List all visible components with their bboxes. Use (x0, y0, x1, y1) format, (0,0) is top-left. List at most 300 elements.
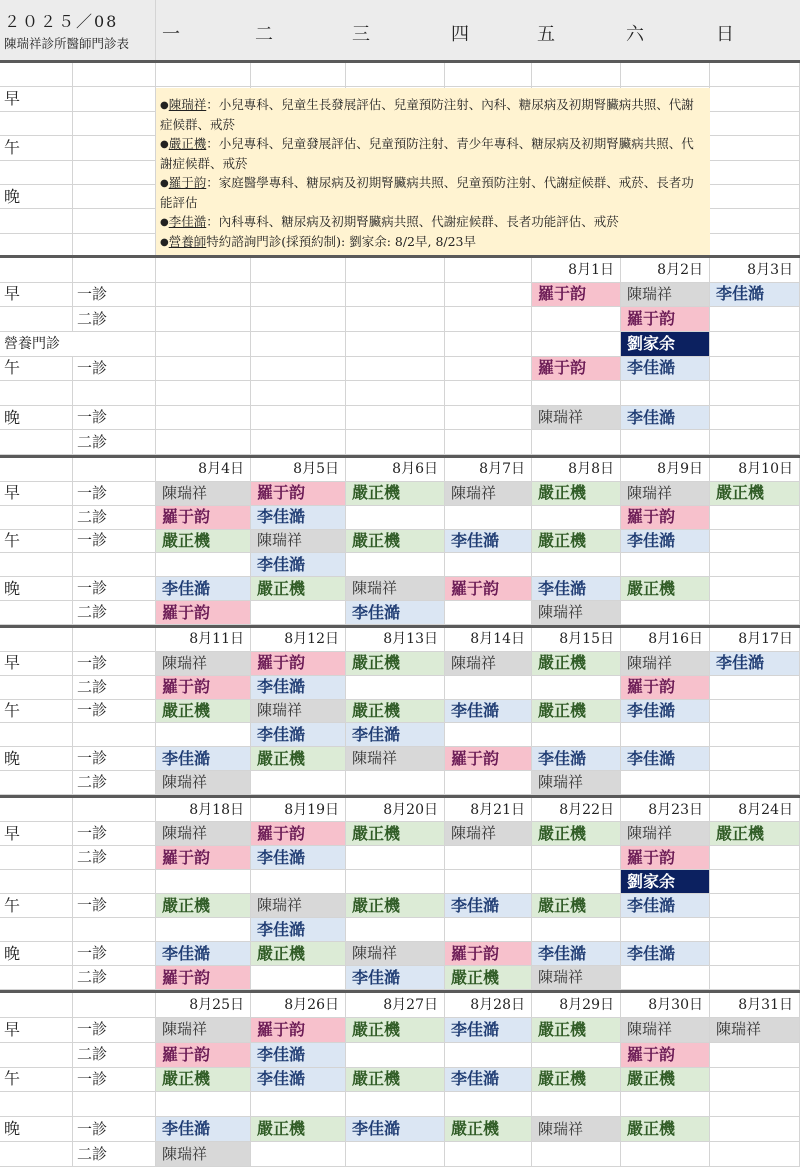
empty-slot (710, 1092, 800, 1117)
empty-slot (532, 506, 621, 530)
date-cell: 8月3日 (710, 258, 800, 283)
grid-cell (710, 161, 800, 185)
doctor-slot-luo: 羅于韵 (156, 506, 251, 530)
doctor-slot-luo: 羅于韵 (251, 1018, 346, 1043)
date-cell: 8月7日 (445, 458, 532, 482)
empty-slot (251, 283, 346, 308)
session-label-cell (73, 63, 156, 87)
empty-slot (621, 430, 710, 455)
doctor-specialty-notice (156, 88, 710, 256)
empty-slot (710, 676, 800, 700)
session-label: 一診 (73, 942, 156, 966)
doctor-slot-li: 李佳澔 (251, 723, 346, 747)
empty-slot (621, 381, 710, 406)
doctor-slot-yan: 嚴正機 (532, 700, 621, 724)
weekday-fri: 五 (537, 24, 555, 45)
doctor-slot-li: 李佳澔 (156, 1117, 251, 1142)
empty-slot (346, 1092, 445, 1117)
empty-slot (532, 918, 621, 942)
doctor-slot-chen: 陳瑞祥 (156, 1142, 251, 1167)
date-row-blank (73, 628, 156, 652)
doctor-slot-chen: 陳瑞祥 (346, 942, 445, 966)
empty-slot (346, 1142, 445, 1167)
header-title-block (0, 0, 156, 60)
doctor-slot-luo: 羅于韵 (532, 283, 621, 308)
doctor-slot-li: 李佳澔 (445, 700, 532, 724)
doctor-slot-yan: 嚴正機 (532, 822, 621, 846)
empty-slot (710, 1142, 800, 1167)
session-label: 一診 (73, 1117, 156, 1142)
session-label (73, 553, 156, 577)
doctor-slot-liu: 劉家余 (621, 332, 710, 357)
date-cell: 8月19日 (251, 798, 346, 822)
doctor-slot-li: 李佳澔 (445, 894, 532, 918)
period-label (0, 918, 73, 942)
session-label: 一診 (73, 482, 156, 506)
doctor-slot-li: 李佳澔 (621, 942, 710, 966)
session-label: 一診 (73, 1018, 156, 1043)
doctor-slot-yan: 嚴正機 (251, 942, 346, 966)
date-row-blank (73, 993, 156, 1018)
doctor-slot-li: 李佳澔 (156, 942, 251, 966)
doctor-slot-luo: 羅于韵 (156, 601, 251, 625)
grid-cell (710, 185, 800, 209)
weekday-mon: 一 (162, 24, 180, 45)
doctor-slot-yan: 嚴正機 (621, 1117, 710, 1142)
doctor-slot-yan: 嚴正機 (251, 747, 346, 771)
date-cell: 8月20日 (346, 798, 445, 822)
empty-slot (156, 870, 251, 894)
grid-cell (621, 63, 710, 87)
date-row-blank (73, 458, 156, 482)
empty-slot (710, 307, 800, 332)
date-cell: 8月5日 (251, 458, 346, 482)
doctor-slot-yan: 嚴正機 (346, 822, 445, 846)
period-label (0, 381, 73, 406)
empty-slot (621, 1142, 710, 1167)
session-label-cell (73, 161, 156, 185)
period-label (0, 846, 73, 870)
doctor-slot-li: 李佳澔 (532, 942, 621, 966)
doctor-slot-yan: 嚴正機 (445, 1117, 532, 1142)
doctor-slot-yan: 嚴正機 (346, 1068, 445, 1093)
session-label: 二診 (73, 846, 156, 870)
notice-name: 營養師 (168, 234, 207, 249)
doctor-slot-li: 李佳澔 (346, 966, 445, 990)
empty-slot (710, 601, 800, 625)
empty-slot (156, 381, 251, 406)
period-label: 晚 (0, 406, 73, 431)
doctor-slot-yan: 嚴正機 (621, 1068, 710, 1093)
empty-slot (532, 332, 621, 357)
period-label: 午 (0, 894, 73, 918)
empty-slot (621, 966, 710, 990)
date-cell: 8月18日 (156, 798, 251, 822)
empty-slot (346, 506, 445, 530)
date-cell: 8月22日 (532, 798, 621, 822)
date-cell: 8月25日 (156, 993, 251, 1018)
empty-slot (251, 430, 346, 455)
period-label: 午 (0, 1068, 73, 1093)
empty-slot (710, 530, 800, 554)
doctor-slot-li: 李佳澔 (445, 1018, 532, 1043)
empty-slot (346, 332, 445, 357)
period-label: 早 (0, 283, 73, 308)
year-month: ２０２５／08 (4, 12, 119, 31)
date-cell: 8月16日 (621, 628, 710, 652)
period-label: 早 (0, 482, 73, 506)
doctor-slot-chen: 陳瑞祥 (445, 822, 532, 846)
doctor-slot-yan: 嚴正機 (346, 894, 445, 918)
session-label: 一診 (73, 747, 156, 771)
grid-cell (445, 63, 532, 87)
date-cell: 8月17日 (710, 628, 800, 652)
doctor-slot-chen: 陳瑞祥 (251, 894, 346, 918)
period-label-cell (0, 63, 73, 87)
period-label (0, 723, 73, 747)
empty-slot (251, 771, 346, 795)
doctor-slot-chen: 陳瑞祥 (156, 652, 251, 676)
empty-slot (710, 771, 800, 795)
date-row-blank (0, 798, 73, 822)
session-label (73, 1092, 156, 1117)
doctor-slot-yan: 嚴正機 (710, 482, 800, 506)
period-label-cell: 午 (0, 136, 73, 160)
empty-slot (251, 1092, 346, 1117)
doctor-slot-yan: 嚴正機 (156, 1068, 251, 1093)
empty-slot (445, 723, 532, 747)
period-label (0, 771, 73, 795)
doctor-slot-li: 李佳澔 (156, 577, 251, 601)
session-label: 一診 (73, 652, 156, 676)
doctor-slot-li: 李佳澔 (621, 406, 710, 431)
empty-slot (710, 1043, 800, 1068)
weekday-tue: 二 (255, 24, 273, 45)
doctor-slot-chen: 陳瑞祥 (710, 1018, 800, 1043)
doctor-slot-yan: 嚴正機 (346, 482, 445, 506)
date-cell: 8月10日 (710, 458, 800, 482)
session-label (73, 381, 156, 406)
empty-slot (621, 723, 710, 747)
doctor-slot-chen: 陳瑞祥 (156, 822, 251, 846)
session-label: 二診 (73, 1142, 156, 1167)
doctor-slot-li: 李佳澔 (710, 283, 800, 308)
empty-slot (532, 676, 621, 700)
doctor-slot-yan: 嚴正機 (346, 700, 445, 724)
doctor-slot-li: 李佳澔 (621, 747, 710, 771)
date-row-blank (0, 458, 73, 482)
notice-line-luo: ●羅于韵：家庭醫學專科、糖尿病及初期腎臟病共照、兒童預防注射、代謝症候群、戒菸、長者功能評估 (160, 175, 694, 210)
empty-slot (156, 406, 251, 431)
period-label (0, 601, 73, 625)
empty-slot (346, 430, 445, 455)
doctor-slot-luo: 羅于韵 (445, 942, 532, 966)
doctor-slot-chen: 陳瑞祥 (251, 530, 346, 554)
date-cell: 8月4日 (156, 458, 251, 482)
empty-slot (445, 357, 532, 382)
period-label: 早 (0, 822, 73, 846)
empty-slot (710, 553, 800, 577)
empty-slot (532, 1142, 621, 1167)
empty-slot (710, 506, 800, 530)
empty-slot (251, 381, 346, 406)
doctor-slot-luo: 羅于韵 (621, 846, 710, 870)
doctor-slot-yan: 嚴正機 (445, 966, 532, 990)
doctor-slot-yan: 嚴正機 (532, 652, 621, 676)
empty-slot (445, 918, 532, 942)
empty-slot (621, 771, 710, 795)
date-cell: 8月6日 (346, 458, 445, 482)
doctor-slot-luo: 羅于韵 (251, 482, 346, 506)
empty-slot (445, 381, 532, 406)
period-label-cell: 晚 (0, 185, 73, 209)
empty-slot (445, 430, 532, 455)
empty-slot (445, 506, 532, 530)
empty-slot (346, 918, 445, 942)
doctor-slot-liu: 劉家余 (621, 870, 710, 894)
empty-slot (532, 870, 621, 894)
doctor-slot-chen: 陳瑞祥 (346, 747, 445, 771)
date-row-blank (0, 258, 73, 283)
period-label: 早 (0, 1018, 73, 1043)
empty-slot (710, 1068, 800, 1093)
doctor-slot-yan: 嚴正機 (532, 1068, 621, 1093)
date-cell: 8月1日 (532, 258, 621, 283)
doctor-slot-li: 李佳澔 (156, 747, 251, 771)
empty-slot (156, 283, 251, 308)
empty-slot (710, 1117, 800, 1142)
empty-slot (445, 332, 532, 357)
empty-slot (621, 1092, 710, 1117)
date-cell: 8月24日 (710, 798, 800, 822)
doctor-slot-chen: 陳瑞祥 (621, 283, 710, 308)
empty-slot (532, 1043, 621, 1068)
doctor-slot-yan: 嚴正機 (346, 652, 445, 676)
doctor-slot-chen: 陳瑞祥 (621, 652, 710, 676)
notice-line-yan: ●嚴正機：小兒專科、兒童發展評估、兒童預防注射、青少年專科、糖尿病及初期腎臟病共照、代謝症候群、戒菸 (160, 136, 694, 171)
date-cell (251, 258, 346, 283)
session-label: 二診 (73, 966, 156, 990)
empty-slot (710, 406, 800, 431)
empty-slot (251, 332, 346, 357)
doctor-slot-chen: 陳瑞祥 (445, 652, 532, 676)
date-cell: 8月8日 (532, 458, 621, 482)
session-label: 一診 (73, 700, 156, 724)
empty-slot (710, 918, 800, 942)
empty-slot (251, 601, 346, 625)
empty-slot (621, 553, 710, 577)
doctor-slot-luo: 羅于韵 (621, 506, 710, 530)
weekday-sun: 日 (716, 24, 734, 45)
doctor-slot-luo: 羅于韵 (532, 357, 621, 382)
doctor-slot-chen: 陳瑞祥 (532, 966, 621, 990)
grid-cell (532, 63, 621, 87)
empty-slot (710, 747, 800, 771)
doctor-slot-li: 李佳澔 (346, 723, 445, 747)
date-row-blank (0, 993, 73, 1018)
empty-slot (445, 307, 532, 332)
notice-line-li: ●李佳澔：內科專科、糖尿病及初期腎臟病共照、代謝症候群、長者功能評估、戒菸 (160, 214, 619, 229)
date-cell: 8月28日 (445, 993, 532, 1018)
empty-slot (445, 870, 532, 894)
doctor-slot-yan: 嚴正機 (532, 530, 621, 554)
empty-slot (346, 676, 445, 700)
date-row-blank (0, 628, 73, 652)
session-label: 一診 (73, 283, 156, 308)
doctor-slot-chen: 陳瑞祥 (532, 1117, 621, 1142)
session-label: 一診 (73, 530, 156, 554)
empty-slot (156, 918, 251, 942)
session-label: 一診 (73, 1068, 156, 1093)
empty-slot (710, 577, 800, 601)
date-cell: 8月23日 (621, 798, 710, 822)
doctor-slot-li: 李佳澔 (251, 676, 346, 700)
doctor-slot-chen: 陳瑞祥 (156, 482, 251, 506)
date-cell (445, 258, 532, 283)
empty-slot (445, 1092, 532, 1117)
doctor-slot-luo: 羅于韵 (156, 846, 251, 870)
session-label: 二診 (73, 676, 156, 700)
date-row-blank (73, 798, 156, 822)
empty-slot (346, 357, 445, 382)
empty-slot (156, 332, 251, 357)
session-label-cell (73, 185, 156, 209)
date-cell: 8月29日 (532, 993, 621, 1018)
doctor-slot-li: 李佳澔 (251, 506, 346, 530)
doctor-slot-yan: 嚴正機 (346, 1018, 445, 1043)
empty-slot (710, 430, 800, 455)
date-cell (156, 258, 251, 283)
schedule-title: 陳瑞祥診所醫師門診表 (4, 36, 130, 51)
date-cell: 8月11日 (156, 628, 251, 652)
session-label-cell (73, 87, 156, 111)
doctor-slot-li: 李佳澔 (251, 553, 346, 577)
weekday-thu: 四 (451, 24, 469, 45)
period-label: 早 (0, 652, 73, 676)
doctor-slot-luo: 羅于韵 (621, 676, 710, 700)
session-label-cell (73, 112, 156, 136)
doctor-slot-yan: 嚴正機 (532, 482, 621, 506)
empty-slot (621, 601, 710, 625)
doctor-slot-chen: 陳瑞祥 (445, 482, 532, 506)
period-label-cell (0, 112, 73, 136)
empty-slot (346, 553, 445, 577)
empty-slot (445, 771, 532, 795)
period-label: 晚 (0, 1117, 73, 1142)
empty-slot (346, 846, 445, 870)
empty-slot (156, 357, 251, 382)
doctor-slot-yan: 嚴正機 (251, 577, 346, 601)
doctor-slot-li: 李佳澔 (251, 846, 346, 870)
grid-cell (710, 87, 800, 111)
notice-line-dietitian: ●營養師特約諮詢門診(採預約制): 劉家余: 8/2早, 8/23早 (160, 234, 477, 249)
doctor-slot-luo: 羅于韵 (445, 747, 532, 771)
date-cell: 8月15日 (532, 628, 621, 652)
empty-slot (710, 381, 800, 406)
session-label (73, 723, 156, 747)
empty-slot (710, 870, 800, 894)
period-label (0, 307, 73, 332)
session-label-cell (73, 209, 156, 233)
empty-slot (156, 553, 251, 577)
empty-slot (445, 676, 532, 700)
empty-slot (346, 870, 445, 894)
empty-slot (710, 894, 800, 918)
doctor-slot-chen: 陳瑞祥 (346, 577, 445, 601)
period-label: 午 (0, 357, 73, 382)
session-label (73, 918, 156, 942)
doctor-slot-luo: 羅于韵 (445, 577, 532, 601)
doctor-slot-chen: 陳瑞祥 (251, 700, 346, 724)
session-label: 一診 (73, 357, 156, 382)
grid-cell (346, 63, 445, 87)
empty-slot (251, 966, 346, 990)
period-label-cell: 早 (0, 87, 73, 111)
period-label: 晚 (0, 942, 73, 966)
doctor-slot-li: 李佳澔 (621, 700, 710, 724)
date-cell: 8月31日 (710, 993, 800, 1018)
doctor-slot-chen: 陳瑞祥 (532, 406, 621, 431)
empty-slot (346, 771, 445, 795)
empty-slot (445, 601, 532, 625)
session-label-cell (73, 136, 156, 160)
date-cell: 8月13日 (346, 628, 445, 652)
empty-slot (710, 846, 800, 870)
empty-slot (251, 357, 346, 382)
date-cell: 8月14日 (445, 628, 532, 652)
notice-text: 特約諮詢門診(採預約制): 劉家余: 8/2早, 8/23早 (206, 234, 477, 249)
grid-cell (251, 63, 346, 87)
empty-slot (532, 846, 621, 870)
doctor-slot-chen: 陳瑞祥 (621, 1018, 710, 1043)
doctor-slot-yan: 嚴正機 (710, 822, 800, 846)
session-label: 二診 (73, 1043, 156, 1068)
doctor-slot-li: 李佳澔 (621, 530, 710, 554)
empty-slot (445, 406, 532, 431)
doctor-slot-chen: 陳瑞祥 (156, 1018, 251, 1043)
doctor-slot-li: 李佳澔 (445, 530, 532, 554)
empty-slot (445, 1142, 532, 1167)
grid-cell (710, 136, 800, 160)
period-label (0, 870, 73, 894)
empty-slot (251, 307, 346, 332)
session-label: 一診 (73, 406, 156, 431)
notice-name: 李佳澔 (168, 214, 207, 229)
empty-slot (346, 307, 445, 332)
doctor-slot-li: 李佳澔 (621, 894, 710, 918)
doctor-slot-luo: 羅于韵 (621, 1043, 710, 1068)
empty-slot (156, 430, 251, 455)
empty-slot (445, 283, 532, 308)
doctor-slot-yan: 嚴正機 (156, 530, 251, 554)
session-label: 二診 (73, 771, 156, 795)
date-row-blank (73, 258, 156, 283)
doctor-slot-li: 李佳澔 (710, 652, 800, 676)
date-cell (346, 258, 445, 283)
notice-divider (0, 255, 800, 258)
doctor-slot-yan: 嚴正機 (251, 1117, 346, 1142)
notice-text: ：小兒專科、兒童生長發展評估、兒童預防注射、內科、糖尿病及初期腎臟病共照、代謝症候群、戒菸 (160, 97, 694, 132)
empty-slot (710, 332, 800, 357)
date-cell: 8月2日 (621, 258, 710, 283)
empty-slot (621, 918, 710, 942)
session-label: 二診 (73, 601, 156, 625)
date-cell: 8月26日 (251, 993, 346, 1018)
doctor-slot-chen: 陳瑞祥 (621, 822, 710, 846)
doctor-slot-yan: 嚴正機 (621, 577, 710, 601)
notice-name: 嚴正機 (168, 136, 207, 151)
doctor-slot-yan: 嚴正機 (346, 530, 445, 554)
